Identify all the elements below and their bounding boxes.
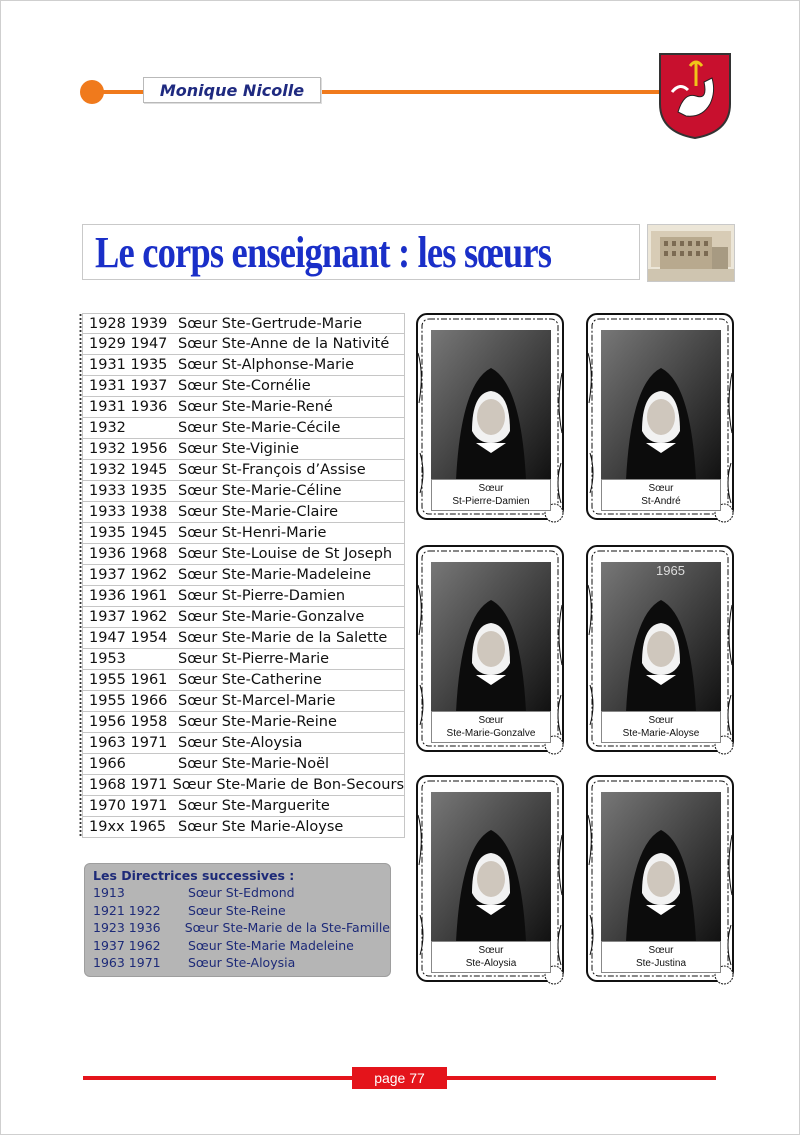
teacher-years: 1937 1962 xyxy=(89,567,168,583)
teacher-name: Sœur Ste-Marie-Madeleine xyxy=(178,567,371,583)
teacher-name: Sœur Ste-Marie-Gonzalve xyxy=(178,609,365,625)
teacher-years: 1929 1947 xyxy=(89,336,168,352)
author-name: Monique Nicolle xyxy=(143,77,321,103)
caption-line2: Ste-Marie-Aloyse xyxy=(622,728,700,739)
caption-line2: Ste-Aloysia xyxy=(465,958,517,969)
directrice-name: Sœur Ste-Aloysia xyxy=(188,955,296,971)
directrices-title: Les Directrices successives : xyxy=(93,868,295,883)
teacher-name: Sœur Ste Marie-Aloyse xyxy=(178,819,344,835)
table-row xyxy=(82,565,405,586)
teacher-years: 1966 xyxy=(89,756,126,772)
teacher-list xyxy=(82,313,405,838)
coat-of-arms-icon xyxy=(658,52,732,140)
directrice-row xyxy=(93,937,390,955)
portrait-caption xyxy=(431,479,551,511)
teacher-years: 1932 1945 xyxy=(89,462,168,478)
teacher-name: Sœur Ste-Cornélie xyxy=(178,378,311,394)
table-row xyxy=(82,733,405,754)
directrice-name: Sœur St-Edmond xyxy=(188,885,295,901)
table-row xyxy=(82,754,405,775)
caption-line1: Sœur xyxy=(478,715,504,726)
portrait-caption xyxy=(601,711,721,743)
teacher-name: Sœur St-Pierre-Damien xyxy=(178,588,346,604)
table-row xyxy=(82,502,405,523)
table-row xyxy=(82,775,405,796)
teacher-years: 1970 1971 xyxy=(89,798,168,814)
table-row xyxy=(82,817,405,838)
portrait-frame xyxy=(416,313,566,535)
caption-line1: Sœur xyxy=(648,945,674,956)
teacher-years: 1937 1962 xyxy=(89,609,168,625)
caption-line1: Sœur xyxy=(478,483,504,494)
teacher-name: Sœur Ste-Marie-Reine xyxy=(178,714,337,730)
table-row xyxy=(82,712,405,733)
table-row xyxy=(82,691,405,712)
teacher-years: 1936 1968 xyxy=(89,546,168,562)
caption-line1: Sœur xyxy=(478,945,504,956)
table-row xyxy=(82,796,405,817)
table-row xyxy=(82,628,405,649)
table-row xyxy=(82,397,405,418)
table-row xyxy=(82,586,405,607)
caption-line2: Ste-Justina xyxy=(635,958,687,969)
teacher-name: Sœur St-François d’Assise xyxy=(178,462,366,478)
teacher-years: 1932 1956 xyxy=(89,441,168,457)
teacher-years: 1947 1954 xyxy=(89,630,168,646)
page-title: Le corps enseignant : les sœurs xyxy=(95,227,552,277)
teacher-name: Sœur Ste-Marguerite xyxy=(178,798,330,814)
directrices-box xyxy=(84,863,391,977)
caption-line2: Ste-Marie-Gonzalve xyxy=(446,728,536,739)
table-row xyxy=(82,418,405,439)
teacher-name: Sœur Ste-Marie-Cécile xyxy=(178,420,341,436)
page-number: page 77 xyxy=(352,1067,447,1089)
directrice-years: 1963 1971 xyxy=(93,955,161,971)
teacher-years: 1935 1945 xyxy=(89,525,168,541)
table-row xyxy=(82,544,405,565)
teacher-years: 1956 1958 xyxy=(89,714,168,730)
directrice-years: 1913 xyxy=(93,885,125,901)
table-row xyxy=(82,355,405,376)
chalkboard-year: 1965 xyxy=(656,563,685,578)
directrice-years: 1937 1962 xyxy=(93,937,161,953)
teacher-years: 1932 xyxy=(89,420,126,436)
directrice-name: Sœur Ste-Marie de la Ste-Famille xyxy=(184,920,390,936)
portrait-frame xyxy=(416,545,566,767)
teacher-years: 1936 1961 xyxy=(89,588,168,604)
directrice-row xyxy=(93,919,390,937)
teacher-name: Sœur Ste-Catherine xyxy=(178,672,322,688)
teacher-name: Sœur Ste-Louise de St Joseph xyxy=(178,546,393,562)
caption-line2: St-Pierre-Damien xyxy=(452,496,530,507)
table-row xyxy=(82,334,405,355)
teacher-name: Sœur St-Pierre-Marie xyxy=(178,651,330,667)
table-row xyxy=(82,439,405,460)
teacher-years: 1963 1971 xyxy=(89,735,168,751)
table-row xyxy=(82,670,405,691)
teacher-years: 1933 1935 xyxy=(89,483,168,499)
teacher-name: Sœur Ste-Marie de Bon-Secours xyxy=(172,777,404,793)
directrice-row xyxy=(93,884,390,902)
portrait-caption xyxy=(431,711,551,743)
directrice-name: Sœur Ste-Reine xyxy=(188,902,286,918)
portrait-caption xyxy=(601,941,721,973)
teacher-name: Sœur St-Henri-Marie xyxy=(178,525,327,541)
teacher-years: 1968 1971 xyxy=(89,777,168,793)
teacher-name: Sœur Ste-Marie-René xyxy=(178,399,333,415)
directrice-name: Sœur Ste-Marie Madeleine xyxy=(188,937,354,953)
teacher-name: Sœur Ste-Marie-Claire xyxy=(178,504,339,520)
portrait-caption xyxy=(431,941,551,973)
teacher-name: Sœur Ste-Viginie xyxy=(178,441,299,457)
caption-line1: Sœur xyxy=(648,483,674,494)
teacher-name: Sœur St-Alphonse-Marie xyxy=(178,357,355,373)
teacher-years: 19xx 1965 xyxy=(89,819,167,835)
table-row xyxy=(82,313,405,334)
header-dot xyxy=(80,80,104,104)
portrait-frame xyxy=(586,775,736,997)
caption-line1: Sœur xyxy=(648,715,674,726)
table-row xyxy=(82,523,405,544)
teacher-years: 1955 1966 xyxy=(89,693,168,709)
directrice-row xyxy=(93,902,390,920)
teacher-years: 1931 1937 xyxy=(89,378,168,394)
portrait-frame xyxy=(416,775,566,997)
table-row xyxy=(82,460,405,481)
teacher-name: Sœur Ste-Aloysia xyxy=(178,735,303,751)
teacher-years: 1933 1938 xyxy=(89,504,168,520)
table-row xyxy=(82,481,405,502)
teacher-years: 1955 1961 xyxy=(89,672,168,688)
directrice-years: 1923 1936 xyxy=(93,920,161,936)
portrait-frame xyxy=(586,545,736,767)
school-building-photo xyxy=(647,224,735,282)
portrait-caption xyxy=(601,479,721,511)
table-row xyxy=(82,649,405,670)
table-row xyxy=(82,376,405,397)
teacher-years: 1931 1935 xyxy=(89,357,168,373)
teacher-name: Sœur St-Marcel-Marie xyxy=(178,693,336,709)
directrice-row xyxy=(93,954,390,972)
portrait-frame xyxy=(586,313,736,535)
table-row xyxy=(82,607,405,628)
teacher-name: Sœur Ste-Gertrude-Marie xyxy=(178,315,362,332)
teacher-name: Sœur Ste-Marie-Noël xyxy=(178,756,330,772)
teacher-years: 1931 1936 xyxy=(89,399,168,415)
teacher-name: Sœur Ste-Marie de la Salette xyxy=(178,630,388,646)
directrice-years: 1921 1922 xyxy=(93,902,161,918)
teacher-name: Sœur Ste-Marie-Céline xyxy=(178,483,342,499)
teacher-years: 1953 xyxy=(89,651,126,667)
caption-line2: St-André xyxy=(641,496,681,507)
teacher-name: Sœur Ste-Anne de la Nativité xyxy=(178,336,390,352)
teacher-years: 1928 1939 xyxy=(89,315,168,332)
title-box xyxy=(82,224,640,280)
